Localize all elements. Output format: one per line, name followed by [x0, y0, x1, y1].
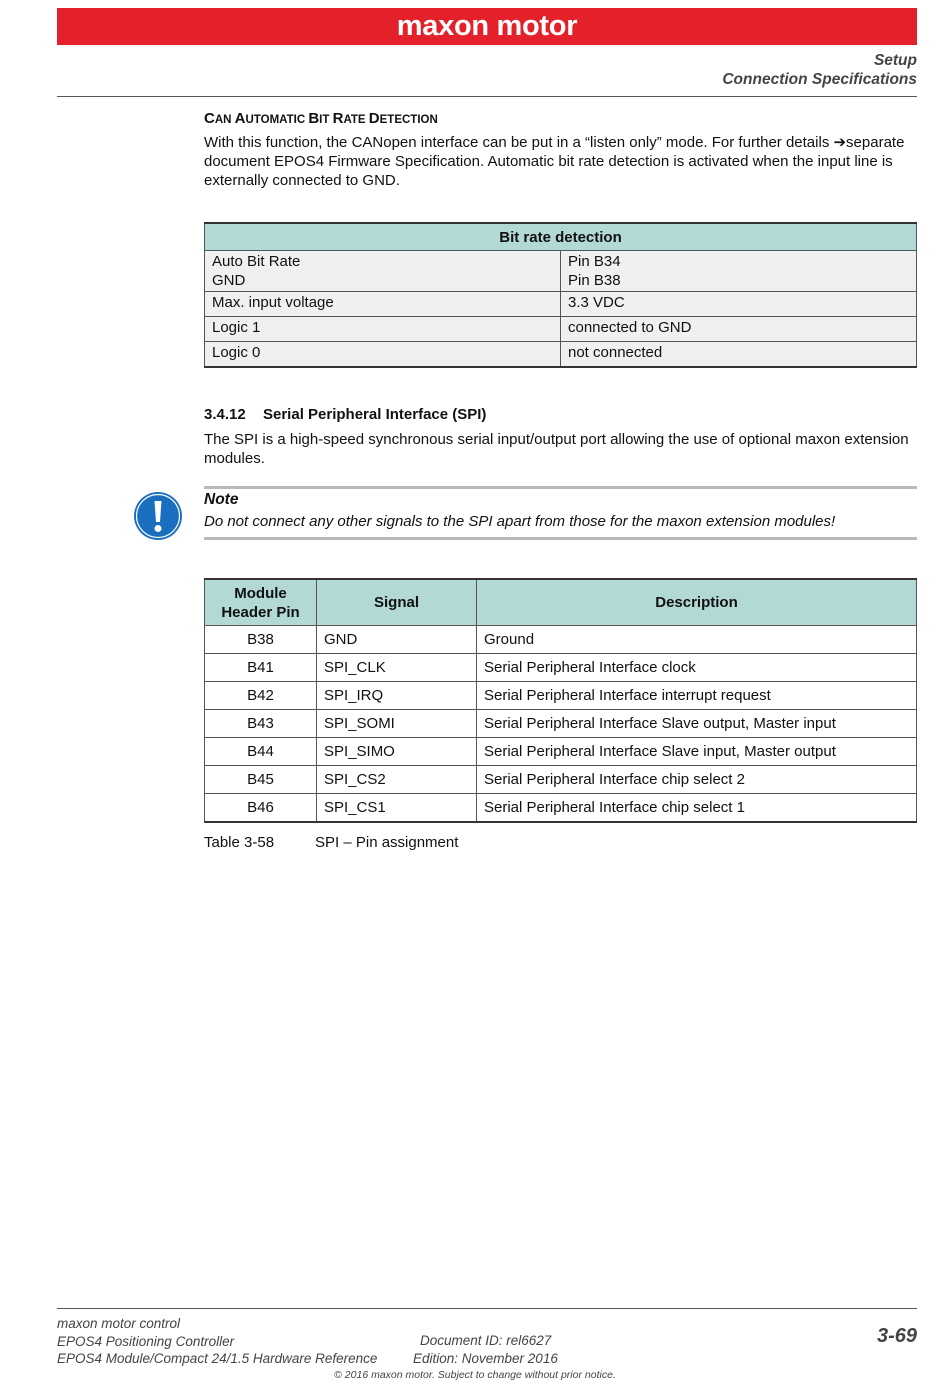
- table-cell: Logic 0: [205, 342, 561, 368]
- table-row: [205, 766, 917, 794]
- caption-text: SPI – Pin assignment: [315, 834, 459, 851]
- can-section-paragraph: With this function, the CANopen interface can be put in a “listen only” mode. For further details ➔separate document EPOS4 Firmware Specification. Automatic bit rate detection is activated when the input line is externally connected to GND.: [204, 134, 905, 189]
- column-header-description: Description: [477, 579, 917, 626]
- note-title: Note: [204, 491, 239, 508]
- spi-pin-table: [204, 578, 917, 823]
- spi-section-heading: [204, 406, 917, 423]
- footer-middle: [413, 1332, 558, 1367]
- footer-reference: EPOS4 Module/Compact 24/1.5 Hardware Reference: [57, 1351, 378, 1366]
- table-cell: [205, 251, 561, 292]
- table-row: [205, 654, 917, 682]
- table-row: [205, 251, 917, 292]
- footer-left: [57, 1315, 377, 1368]
- brand-logo-text: maxon motor: [396, 10, 578, 42]
- table-caption: [204, 834, 917, 851]
- pin-cell: B45: [205, 766, 317, 794]
- note-text: Do not connect any other signals to the SPI apart from those for the maxon extension modules!: [204, 513, 836, 530]
- cell-line: GND: [212, 272, 246, 289]
- pin-cell: B42: [205, 682, 317, 710]
- signal-cell: SPI_CS1: [317, 794, 477, 823]
- footer-edition: Edition: November 2016: [413, 1350, 558, 1366]
- heading-part: AN: [214, 114, 235, 126]
- copyright-notice: © 2016 maxon motor. Subject to change without prior notice.: [334, 1369, 616, 1381]
- footer-divider: [57, 1308, 917, 1309]
- header-section-title: Setup: [873, 52, 917, 69]
- pin-cell: B38: [205, 626, 317, 654]
- cell-line: Auto Bit Rate: [212, 253, 301, 270]
- heading-part: UTOMATIC: [245, 114, 309, 126]
- column-header-pin: Module Header Pin: [205, 579, 317, 626]
- footer-document-id: Document ID: rel6627: [420, 1333, 552, 1348]
- description-cell: Serial Peripheral Interface clock: [477, 654, 917, 682]
- heading-part: C: [204, 110, 215, 127]
- caption-number: Table 3-58: [204, 834, 275, 851]
- heading-part: A: [234, 110, 246, 127]
- cell-line: Pin B38: [568, 272, 621, 289]
- spi-section-paragraph: The SPI is a high-speed synchronous serial input/output port allowing the use of optional maxon extension modules.: [204, 431, 909, 467]
- pin-cell: B43: [205, 710, 317, 738]
- running-header: [722, 51, 917, 89]
- table-row: [205, 317, 917, 342]
- description-cell: Serial Peripheral Interface chip select 1: [477, 794, 917, 823]
- table-cell: connected to GND: [561, 317, 917, 342]
- table-cell: 3.3 VDC: [561, 292, 917, 317]
- table-cell: not connected: [561, 342, 917, 368]
- note-bottom-rule: [204, 537, 917, 540]
- signal-cell: SPI_CLK: [317, 654, 477, 682]
- description-cell: Ground: [477, 626, 917, 654]
- signal-cell: GND: [317, 626, 477, 654]
- brand-bar: [57, 8, 917, 45]
- can-section-heading: [204, 110, 917, 127]
- pin-cell: B44: [205, 738, 317, 766]
- description-cell: Serial Peripheral Interface Slave output, Master input: [477, 710, 917, 738]
- page-number: 3-69: [876, 1325, 917, 1347]
- pin-cell: B41: [205, 654, 317, 682]
- heading-part: D: [368, 110, 380, 127]
- footer-product: EPOS4 Positioning Controller: [57, 1333, 235, 1349]
- table-row: [205, 342, 917, 368]
- heading-part: B: [308, 110, 320, 127]
- heading-part: IT: [319, 114, 333, 126]
- table-row: [205, 738, 917, 766]
- table-row: [205, 794, 917, 823]
- signal-cell: SPI_SIMO: [317, 738, 477, 766]
- table-row: [205, 292, 917, 317]
- table-cell: [561, 251, 917, 292]
- header-subsection-title: Connection Specifications: [722, 71, 917, 88]
- exclamation-icon: [133, 491, 183, 541]
- description-cell: Serial Peripheral Interface interrupt request: [477, 682, 917, 710]
- description-cell: Serial Peripheral Interface Slave input, Master output: [477, 738, 917, 766]
- signal-cell: SPI_CS2: [317, 766, 477, 794]
- table-cell: Logic 1: [205, 317, 561, 342]
- table-row: [205, 710, 917, 738]
- column-header-signal: Signal: [317, 579, 477, 626]
- table-row: [205, 626, 917, 654]
- bitrate-table-header: Bit rate detection: [205, 223, 917, 251]
- heading-part: R: [332, 110, 344, 127]
- heading-part: ETECTION: [379, 114, 438, 126]
- table-row: [205, 682, 917, 710]
- table-cell: Max. input voltage: [205, 292, 561, 317]
- bitrate-detection-table: [204, 222, 917, 368]
- signal-cell: SPI_SOMI: [317, 710, 477, 738]
- section-number: 3.4.12: [204, 406, 246, 423]
- header-divider: [57, 96, 917, 97]
- footer-company: maxon motor control: [57, 1316, 181, 1331]
- heading-part: ATE: [343, 114, 369, 126]
- cell-line: Pin B34: [568, 253, 621, 270]
- note-top-rule: [204, 486, 917, 489]
- section-title: Serial Peripheral Interface (SPI): [263, 406, 487, 423]
- pin-cell: B46: [205, 794, 317, 823]
- signal-cell: SPI_IRQ: [317, 682, 477, 710]
- description-cell: Serial Peripheral Interface chip select 2: [477, 766, 917, 794]
